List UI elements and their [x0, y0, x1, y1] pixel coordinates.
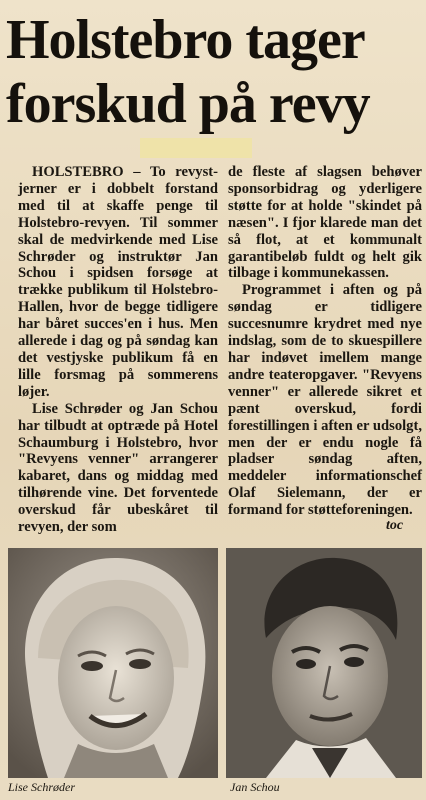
headline-line-2: forskud på revy — [6, 73, 370, 135]
photo-jan-schou — [226, 548, 422, 778]
photo-lise-schroder — [8, 548, 218, 778]
author-signature: toc — [386, 518, 404, 533]
portrait-woman-image — [8, 548, 218, 778]
article-paragraph — [18, 164, 218, 401]
portrait-man-image — [226, 548, 422, 778]
highlighter-mark — [140, 138, 252, 158]
photo-caption-right: Jan Schou — [230, 780, 280, 794]
headline-line-1: Holstebro tager — [6, 9, 365, 71]
dateline: HOLSTEBRO — [32, 164, 124, 180]
paragraph-text: – To revystjerner er i dobbelt forstand med til at skaffe penge til Holstebro-revyen. Til sommer skal de medvirkende med Lise Schrøder og instruktør Jan Schou i spidsen forsøge at trække publikum til Holstebro-Hallen, hvor de begge tidligere har båret succes'en i hus. Men allerede i dag og på søndag kan det vestjyske publikum få en lille forsmag på sommerens løjer. — [18, 164, 218, 400]
article-column-1 — [18, 164, 218, 536]
article-paragraph: Programmet i aften og på søndag er tidligere succesnumre krydret med nye indslag, som de to skuespillere har indøvet imellem mange andre teateropgaver. "Revyens venner" er allerede sikret et pænt overskud, fordi forestillingen i aften er udsolgt, men der er endu nogle få pladser søndag aften, meddeler informationschef Olaf Sielemann, der er formand for støtteforeningen. — [228, 282, 422, 519]
article-paragraph: de fleste af slagsen behøver sponsorbidrag og yderligere støtte for at holde "skindet på næsen". I fjor klarede man det så flot, at et kommunalt garantibeløb fuldt og helt gik tilbage i kommunekassen. — [228, 164, 422, 282]
article-paragraph: Lise Schrøder og Jan Schou har tilbudt at optræde på Hotel Schaumburg i Holstebro, hvor "Revyens venner" arrangerer kabaret, dans og middag med tilhørende vine. Det forventede overskud får ubeskåret til revyen, der som — [18, 400, 218, 536]
photo-caption-left: Lise Schrøder — [8, 780, 75, 794]
article-column-2 — [228, 164, 422, 519]
headline — [6, 8, 420, 136]
